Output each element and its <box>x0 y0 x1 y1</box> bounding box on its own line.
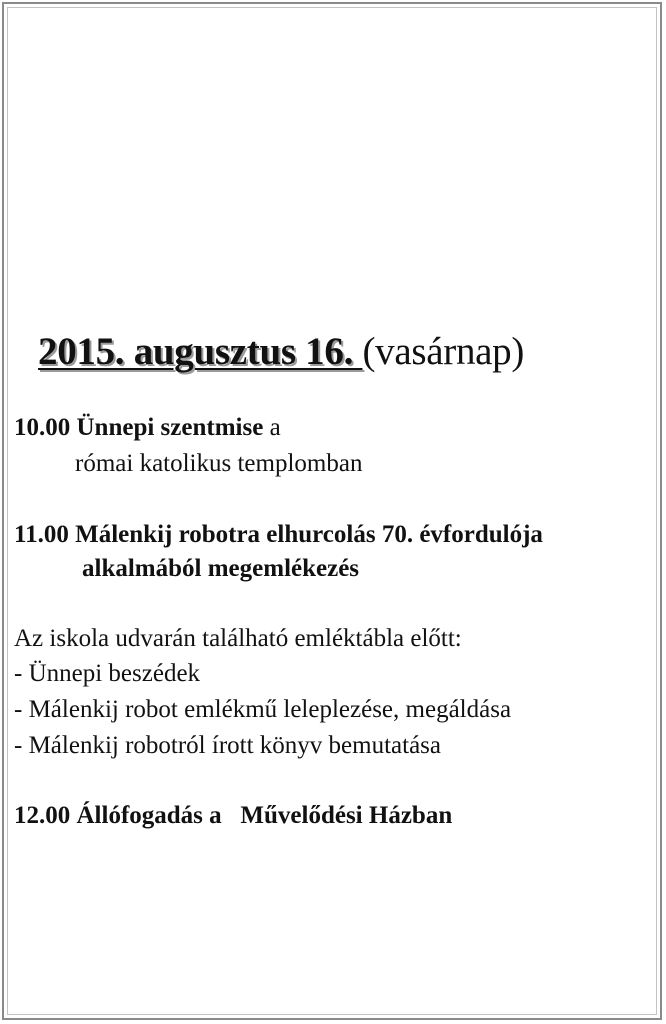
event-2-line <box>14 519 543 551</box>
event-1-line <box>14 412 281 444</box>
event-weekday: (vasárnap) <box>362 330 525 373</box>
event-1-title: Ünnepi szentmise <box>76 414 264 441</box>
event-1-suffix: a <box>263 414 281 441</box>
reception-time: 12.00 <box>14 802 71 829</box>
page-border <box>2 2 662 1020</box>
program-item: - Málenkij robot emlékmű leleplezése, megáldása <box>14 696 512 723</box>
page-border-inner <box>7 7 657 1015</box>
event-1-time: 10.00 <box>14 414 71 441</box>
reception-line <box>14 800 452 832</box>
program-intro: Az iskola udvarán található emléktábla előtt: <box>14 625 462 652</box>
event-2-time: 11.00 <box>14 521 69 548</box>
event-2-title: Málenkij robotra elhurcolás 70. évfordulója <box>75 521 543 548</box>
reception-title: Állófogadás a Művelődési Házban <box>76 802 453 829</box>
event-date-heading <box>38 326 658 378</box>
program-item: - Ünnepi beszédek <box>14 660 201 687</box>
program-item: - Málenkij robotról írott könyv bemutatása <box>14 732 441 759</box>
event-date: 2015. augusztus 16. <box>38 330 363 373</box>
event-2-continuation: alkalmából megemlékezés <box>82 555 360 582</box>
event-1-continuation: római katolikus templomban <box>75 450 363 477</box>
